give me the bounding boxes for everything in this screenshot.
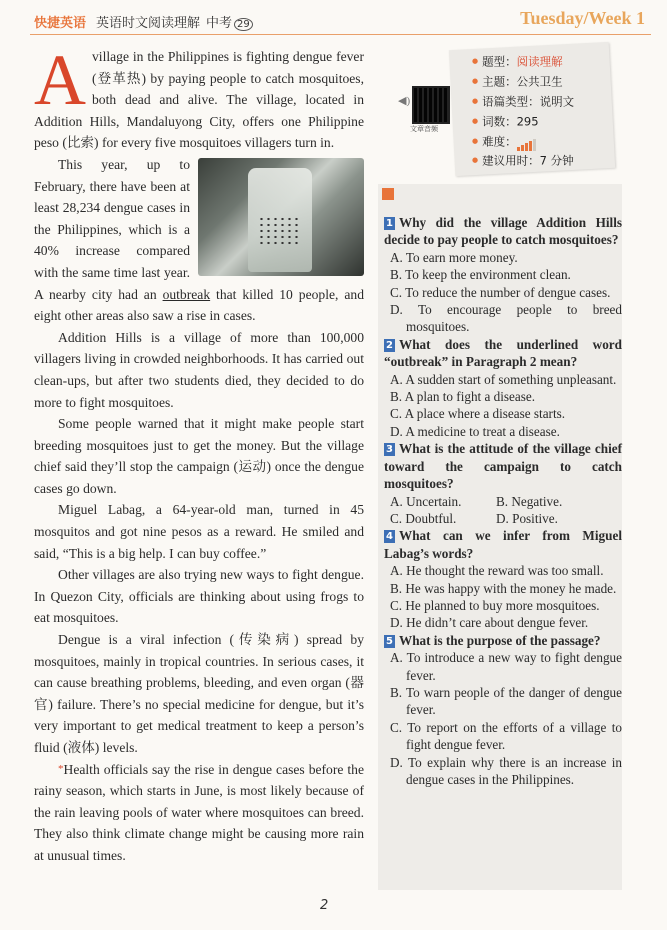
answer-option[interactable]: A. A sudden start of something unpleasant. bbox=[390, 371, 617, 387]
answer-option[interactable]: C. He planned to buy more mosquitoes. bbox=[390, 597, 600, 613]
question-number: 3 bbox=[384, 443, 395, 456]
difficulty-bar bbox=[533, 139, 536, 151]
answer-option[interactable]: C. To report on the efforts of a village to fight dengue fever. bbox=[390, 719, 622, 753]
week-label: Tuesday/Week 1 bbox=[520, 8, 645, 28]
paragraph-8-text: Health officials say the rise in dengue cases before the rainy season, which starts in June, is most likely because of the rain leaving pools of water where mosquitoes can breed. They also think climate change might be causing more rain at unusual times. bbox=[34, 761, 364, 863]
answer-option[interactable]: B. To keep the environment clean. bbox=[390, 267, 571, 283]
option-row bbox=[390, 510, 622, 527]
question-item bbox=[384, 214, 622, 336]
page-header bbox=[0, 0, 667, 38]
paragraph-4: Some people warned that it might make people start breeding mosquitoes just to get the money. But the village chief said they’ll stop the campaign (运动) once the dengue cases go down. bbox=[34, 416, 364, 496]
info-difficulty bbox=[472, 132, 574, 152]
question-number: 4 bbox=[384, 530, 395, 543]
drop-cap: A bbox=[34, 40, 86, 120]
info-difficulty-label: 难度： bbox=[482, 133, 517, 148]
answer-option[interactable]: D. He didn’t care about dengue fever. bbox=[390, 615, 589, 631]
paragraph-3: Addition Hills is a village of more than 100,000 villagers living in crowded neighborhoods. It has carried out clean-ups, but after two students died, they decided to do more to fight mosquitoes. bbox=[34, 329, 364, 410]
question-number: 5 bbox=[384, 635, 395, 648]
header-divider bbox=[30, 34, 651, 35]
info-words: ● 词数：295 bbox=[472, 112, 574, 132]
info-type-label: 题型： bbox=[482, 54, 517, 69]
star-marker: * bbox=[58, 762, 64, 775]
paragraph-8 bbox=[34, 759, 364, 867]
underlined-word: outbreak bbox=[162, 286, 211, 302]
grade-label bbox=[206, 12, 253, 31]
grade-number: 29 bbox=[234, 18, 253, 31]
series-title: 英语时文阅读理解 bbox=[96, 16, 201, 31]
question-text: What is the purpose of the passage? bbox=[399, 632, 601, 648]
panel-tag-icon bbox=[382, 188, 394, 200]
question-item bbox=[384, 440, 622, 527]
difficulty-bar bbox=[525, 143, 528, 151]
question-stem bbox=[384, 527, 622, 562]
question-stem bbox=[384, 440, 622, 492]
paragraph-1-text: village in the Philippines is fighting dengue fever (登革热) by paying people to catch mosquitoes, both dead and alive. The village, located in Addition Hills, Mandaluyong City, offers one Philippine peso (比索) for every five mosquitoes villagers turn in. bbox=[34, 49, 364, 151]
answer-option[interactable]: B. A plan to fight a disease. bbox=[390, 389, 536, 405]
paragraph-2-text-a: This year, up to February, there have been at least 28,234 dengue cases in the Philippines, which is a 40% increase compared with the same time last year. A nearby city had an bbox=[34, 156, 190, 302]
answer-option[interactable]: A. To introduce a new way to fight dengue fever. bbox=[390, 650, 622, 683]
paragraph-1 bbox=[34, 40, 364, 154]
article-body bbox=[34, 40, 364, 867]
answer-option[interactable]: A. He thought the reward was too small. bbox=[390, 563, 604, 579]
answer-option[interactable]: D. To explain why there is an increase in dengue cases in the Philippines. bbox=[390, 754, 622, 787]
answer-option[interactable]: C. A place where a disease starts. bbox=[390, 406, 566, 422]
difficulty-bar bbox=[521, 145, 524, 151]
answer-option[interactable]: C. Doubtful. bbox=[390, 510, 457, 526]
answer-option[interactable]: D. Positive. bbox=[496, 510, 558, 526]
question-item bbox=[384, 632, 622, 789]
answer-option[interactable]: D. A medicine to treat a disease. bbox=[390, 423, 560, 439]
mosquitoes-dots bbox=[258, 216, 302, 246]
question-stem bbox=[384, 214, 622, 249]
speaker-icon[interactable]: ◀) bbox=[398, 95, 411, 107]
answer-option[interactable]: A. Uncertain. bbox=[390, 493, 462, 509]
question-number: 2 bbox=[384, 339, 395, 352]
answer-option[interactable]: D. To encourage people to breed mosquitoes. bbox=[390, 302, 622, 335]
info-time: ● 建议用时：7 分钟 bbox=[472, 151, 574, 171]
question-text: What does the underlined word “outbreak” in Paragraph 2 mean? bbox=[384, 336, 622, 370]
option-row bbox=[390, 493, 622, 510]
difficulty-bars-icon bbox=[517, 132, 537, 152]
question-item bbox=[384, 336, 622, 440]
paragraph-6: Other villages are also trying new ways to fight dengue. In Quezon City, officials are thinking about using frogs to eat mosquitoes. bbox=[34, 567, 364, 626]
info-list bbox=[472, 52, 574, 171]
qr-code-icon[interactable] bbox=[412, 86, 450, 124]
mosquito-jar-photo bbox=[198, 158, 364, 276]
questions-panel bbox=[378, 184, 622, 890]
question-text: Why did the village Addition Hills decide to pay people to catch mosquitoes? bbox=[384, 215, 622, 248]
question-list bbox=[384, 214, 622, 788]
paragraph-2-text-b: that killed 10 people, and eight other areas also saw a rise in cases. bbox=[34, 286, 364, 324]
brand-label: 快捷英语 bbox=[34, 16, 87, 31]
question-text: What is the attitude of the village chief toward the campaign to catch mosquitoes? bbox=[384, 441, 622, 492]
answer-option[interactable]: B. To warn people of the danger of dengue fever. bbox=[390, 684, 622, 718]
info-card bbox=[382, 46, 614, 174]
answer-option[interactable]: B. Negative. bbox=[496, 493, 563, 509]
answer-option[interactable]: A. To earn more money. bbox=[390, 249, 518, 265]
grade-text: 中考 bbox=[206, 16, 233, 31]
question-item bbox=[384, 527, 622, 631]
info-type-value: 阅读理解 bbox=[516, 54, 563, 69]
answer-option[interactable]: B. He was happy with the money he made. bbox=[390, 580, 617, 596]
question-text: What can we infer from Miguel Labag’s words? bbox=[384, 528, 622, 561]
question-number: 1 bbox=[384, 217, 395, 230]
answer-option[interactable]: C. To reduce the number of dengue cases. bbox=[390, 284, 611, 300]
info-genre: ● 语篇类型：说明文 bbox=[472, 92, 574, 112]
qr-label: 文章音频 bbox=[410, 125, 438, 133]
page-number: 2 bbox=[320, 898, 329, 913]
difficulty-bar bbox=[529, 141, 532, 151]
question-stem bbox=[384, 632, 622, 649]
paragraph-7: Dengue is a viral infection (传染病) spread by mosquitoes, mainly in tropical countries. In serious cases, it can cause breathing problems, bleeding, and even organ (器官) failure. There’s no special medicine for dengue, but it’s very important to get medical treatment to keep a person’s fluid (液体) levels. bbox=[34, 632, 364, 755]
question-stem bbox=[384, 336, 622, 371]
paragraph-5: Miguel Labag, a 64-year-old man, turned in 45 mosquitos and got nine pesos as a reward. He smiled and said, “This is a big help. I can buy coffee.” bbox=[34, 502, 364, 561]
info-type bbox=[472, 52, 574, 72]
info-topic: ● 主题：公共卫生 bbox=[472, 72, 574, 92]
